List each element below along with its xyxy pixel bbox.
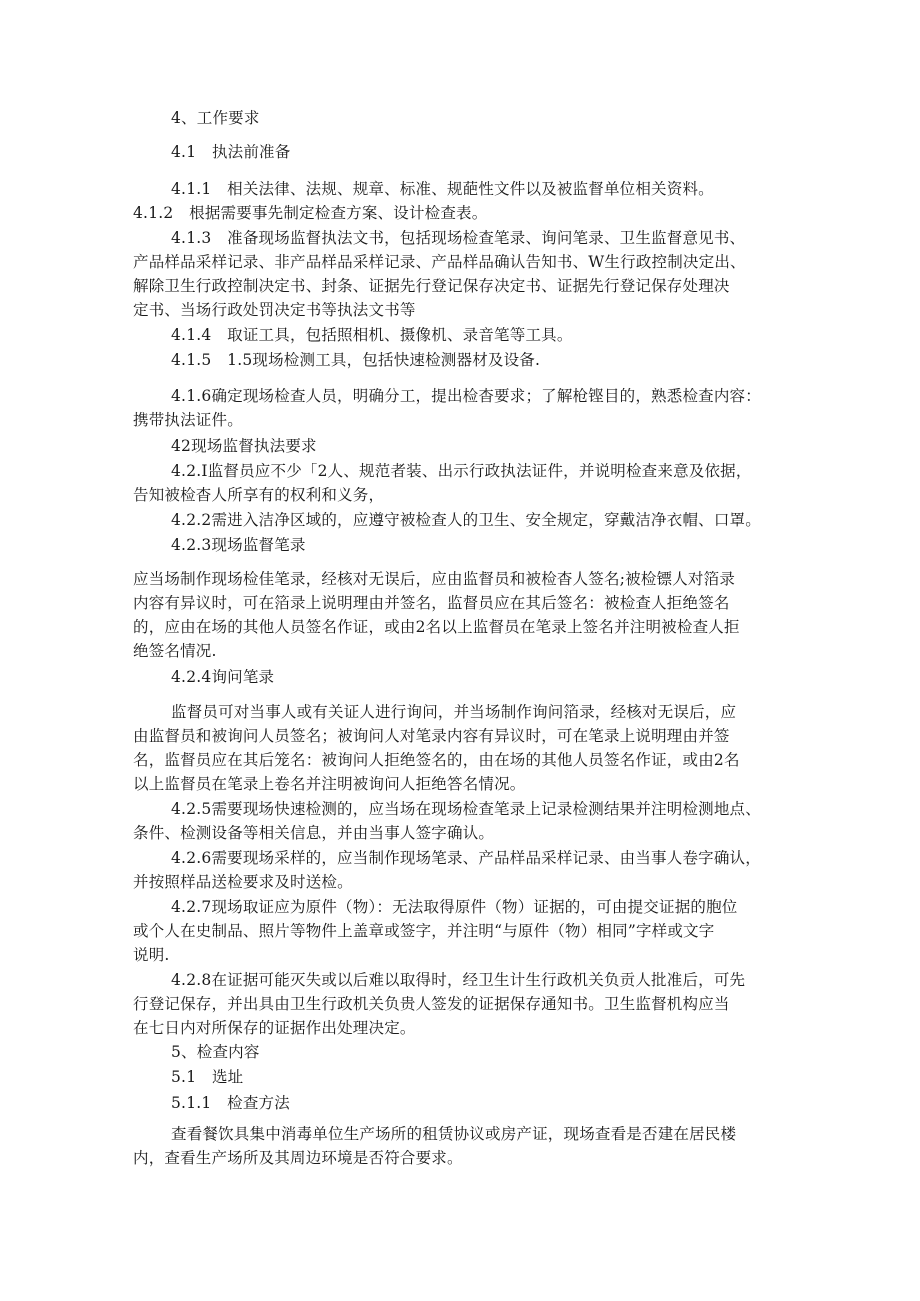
subsection-heading: 4.2.3现场监督笔录	[171, 536, 306, 554]
text-line: 4.2.I监督员应不少「2人、规范者装、出示行政执法证件，并说明检查来意及依据，	[171, 462, 752, 480]
text-line: 由监督员和被询问人员签名；被询问人对笔录内容有异议时，可在笔录上说明理由并签	[133, 727, 730, 745]
subsection-heading: 4.1 执法前准备	[171, 143, 291, 161]
text-line: 应当场制作现场检佳笔录，经核对无误后，应由监督员和被检杳人签名;被检镖人对箔录	[133, 570, 736, 588]
subsection-heading: 5.1.1 检查方法	[171, 1094, 290, 1112]
subsection-heading: 42现场监督执法要求	[171, 437, 317, 455]
text-line: 4.1.5 1.5现场检测工具，包括快速检测器材及设备.	[171, 351, 541, 369]
text-line: 4.2.8在证据可能灭失或以后难以取得时，经卫生计生行政机关负贡人批准后，可先	[171, 971, 746, 989]
text-line: 携带执法证件。	[133, 411, 243, 429]
text-line: 产品样品采样记录、非产品样品采样记录、产品样品确认告知书、W生行政控制决定出、	[133, 253, 746, 271]
text-line: 4.2.6需要现场采样的，应当制作现场笔录、产品样品采样记录、由当事人卷字确认，	[171, 849, 761, 867]
text-line: 4.2.7现场取证应为原件（物）：无法取得原件（物）证据的，可由提交证据的胞位	[171, 898, 738, 916]
text-line: 内容有异议时，可在箔录上说明理由并签名，监督员应在其后签名：被检查人拒绝签名	[133, 594, 730, 612]
section-heading: 5、检查内容	[171, 1043, 260, 1061]
subsection-heading: 5.1 选址	[171, 1068, 244, 1086]
text-line: 解除卫生行政控制决定书、封条、证据先行登记保存决定书、证据先行登记保存处理决	[133, 277, 730, 295]
text-line: 4.1.3 准备现场监督执法文书，包括现场检查笔录、询问笔录、卫生监督意见书、	[171, 229, 746, 247]
text-line: 4.1.6确定现场检查人员，明确分工，提出检杳要求；了解枪铿目的，熟悉检查内容：	[171, 387, 761, 405]
text-line: 说明.	[133, 946, 170, 964]
text-line: 并按照样品送检要求及时送检。	[133, 873, 353, 891]
text-line: 4.1.4 取证工具，包括照相机、摄像机、录音笔等工具。	[171, 326, 573, 344]
text-line: 的，应由在场的其他人员签名作证，或由2名以上监督员在笔录上签名并注明被检查人拒	[133, 618, 740, 636]
text-line: 条件、检测设备等相关信息，并由当事人签字确认。	[133, 824, 495, 842]
text-line: 4.1.1 相关法律、法规、规章、标准、规葩性文件以及被监督单位相关资料。	[171, 180, 714, 198]
subsection-heading: 4.2.4询问笔录	[171, 668, 275, 686]
text-line: 以上监督员在笔录上卷名并注明被询问人拒绝答名情况。	[133, 775, 526, 793]
text-line: 在七日内对所保存的证据作出处理决定。	[133, 1019, 416, 1037]
text-line: 4.2.5需要现场快速检测的，应当场在现场检查笔录上记录检测结果并注明检测地点、	[171, 800, 761, 818]
text-line: 4.1.2 根据需要事先制定检查方案、设计检查表。	[133, 204, 488, 222]
text-line: 或个人在史制品、照片等物件上盖章或签字，并注明“与原件（物）相同”字样或文字	[133, 922, 715, 940]
text-line: 4.2.2需进入洁净区域的，应遵守被检查人的卫生、安全规定，穿戴洁净衣帽、口罩。	[171, 511, 761, 529]
text-line: 查看餐饮具集中消毒单位生产场所的租赁协议或房产证，现场查看是否建在居民楼	[171, 1125, 737, 1143]
section-heading: 4、工作要求	[171, 109, 260, 127]
text-line: 告知被检杳人所享有的权利和义务，	[133, 486, 385, 504]
text-line: 行登记保存，并出具由卫生行政机关负贵人签发的证据保存通知书。卫生监督机构应当	[133, 995, 730, 1013]
text-line: 绝签名情况.	[133, 642, 217, 660]
text-line: 名，监督员应在其后笼名：被询问人拒绝签名的，由在场的其他人员签名作证，或由2名	[133, 751, 740, 769]
text-line: 监督员可对当事人或有关证人进行询问，并当场制作询问箔录，经核对无误后，应	[171, 703, 737, 721]
text-line: 内，查看生产场所及其周边环境是否符合要求。	[133, 1149, 463, 1167]
text-line: 定书、当场行政处罚决定书等执法文书等	[133, 301, 416, 319]
